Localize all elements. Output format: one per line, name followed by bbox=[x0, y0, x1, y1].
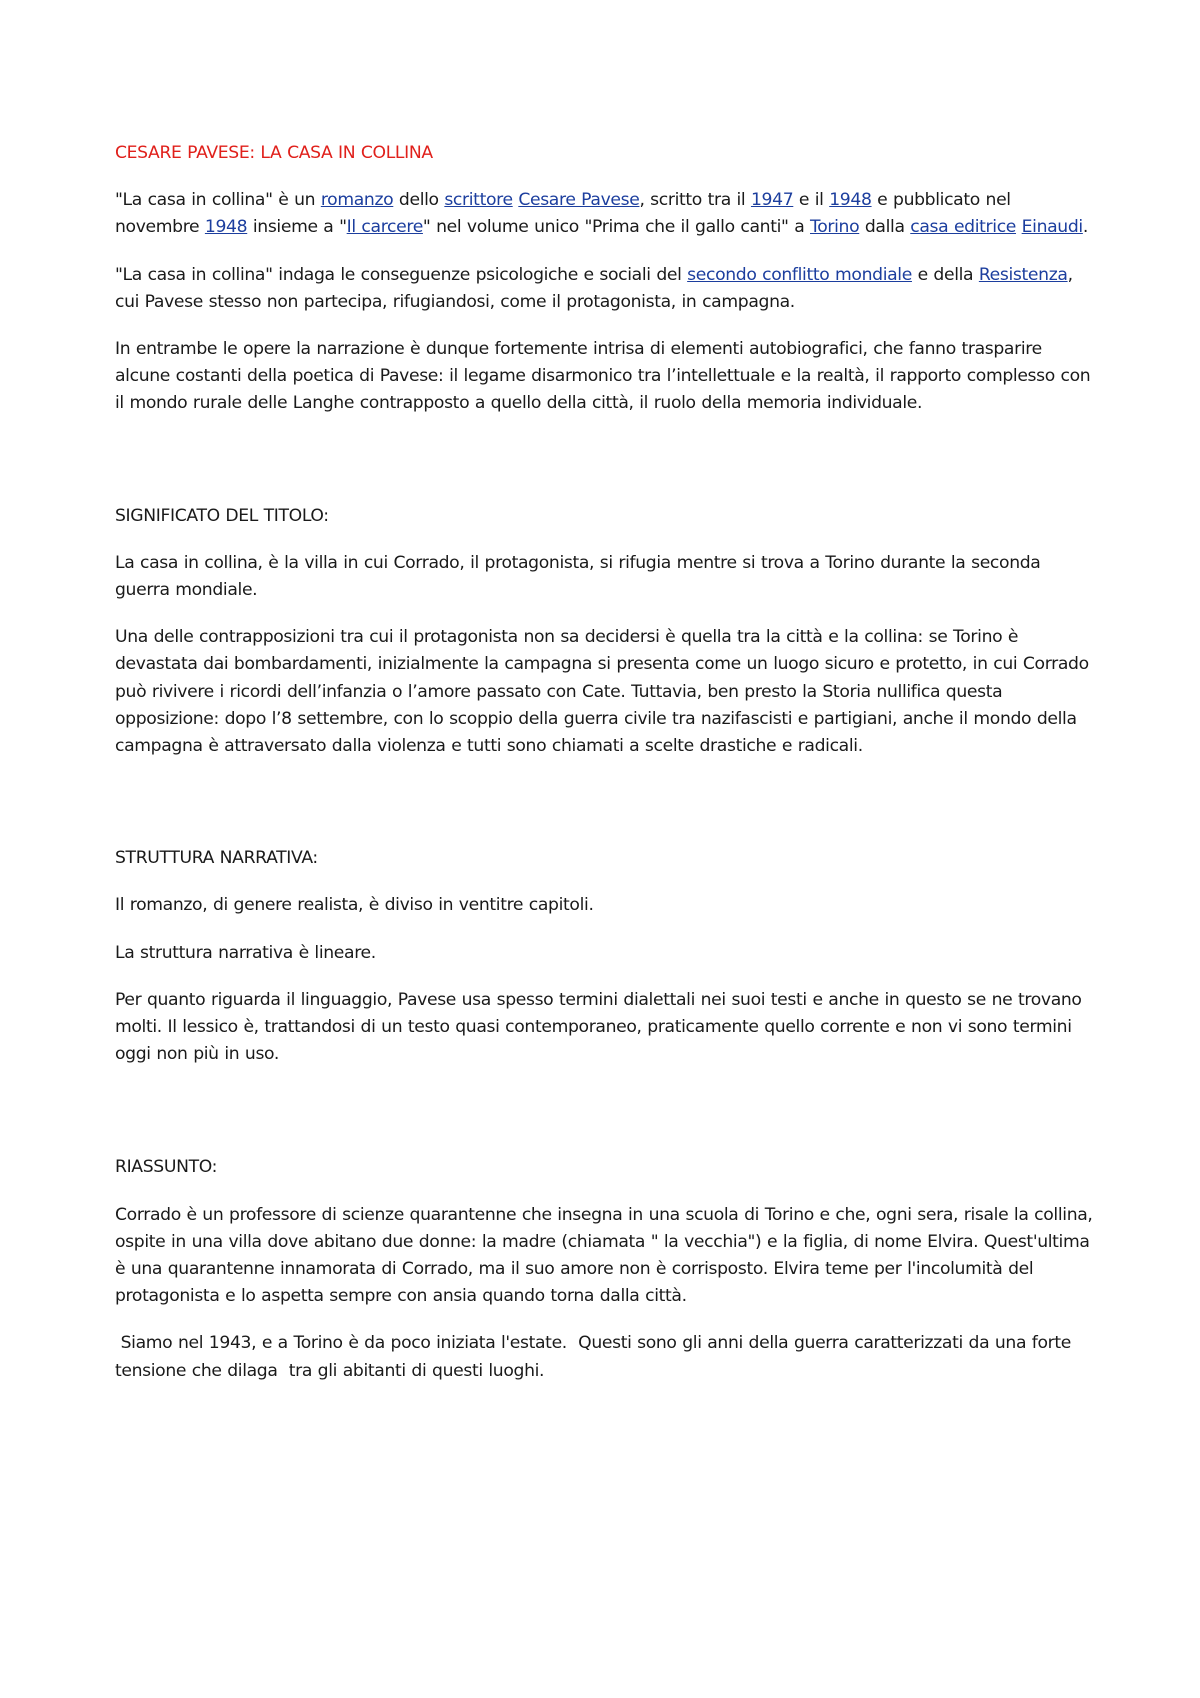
struttura-paragraph-2: La struttura narrativa è lineare. bbox=[115, 942, 376, 963]
text-run: . bbox=[1082, 217, 1088, 238]
link-secondo-conflitto-mondiale[interactable]: secondo conflitto mondiale bbox=[687, 264, 912, 285]
text-run: "La casa in collina" è un bbox=[115, 190, 321, 211]
link-il-carcere[interactable]: Il carcere bbox=[346, 217, 423, 238]
section-heading-struttura: STRUTTURA NARRATIVA: bbox=[115, 848, 318, 869]
section-heading-significato: SIGNIFICATO DEL TITOLO: bbox=[115, 505, 329, 526]
text-run: , cui Pavese stesso non partecipa, rifugiandosi, come il protagonista, in campagna. bbox=[115, 264, 1073, 312]
text-run: e pubblicato nel novembre bbox=[115, 190, 1011, 238]
text-run: dalla bbox=[859, 217, 911, 238]
document-page bbox=[115, 140, 1095, 1405]
struttura-paragraph-1: Il romanzo, di genere realista, è diviso in ventitre capitoli. bbox=[115, 895, 594, 916]
link-scrittore[interactable]: scrittore bbox=[444, 190, 513, 211]
link-casa-editrice[interactable]: casa editrice bbox=[910, 217, 1017, 238]
text-run: " nel volume unico "Prima che il gallo canti" a bbox=[422, 217, 810, 238]
text-run: "La casa in collina" indaga le conseguenze psicologiche e sociali del bbox=[115, 264, 688, 285]
link-1948[interactable]: 1948 bbox=[829, 190, 872, 211]
significato-paragraph-2: Una delle contrapposizioni tra cui il protagonista non sa decidersi è quella tra la città e la collina: se Torino è devastata dai bombardamenti, inizialmente la campagna si presenta come un luogo sicuro e protetto, in cui Corrado può rivivere i ricordi dell’infanzia o l’amore passato con Cate. Tuttavia, ben presto la Storia nullifica questa opposizione: dopo l’8 settembre, con lo scoppio della guerra civile tra nazifascisti e partigiani, anche il mondo della campagna è attraversato dalla violenza e tutti sono chiamati a scelte drastiche e radicali. bbox=[115, 627, 1089, 757]
document-title: CESARE PAVESE: LA CASA IN COLLINA bbox=[115, 143, 433, 163]
significato-paragraph-1: La casa in collina, è la villa in cui Corrado, il protagonista, si rifugia mentre si trova a Torino durante la seconda guerra mondiale. bbox=[115, 552, 1041, 601]
intro-paragraph bbox=[115, 187, 1095, 241]
link-cesare-pavese[interactable]: Cesare Pavese bbox=[518, 190, 640, 211]
text-run: , scritto tra il bbox=[639, 190, 751, 211]
link-torino[interactable]: Torino bbox=[810, 217, 860, 238]
link-1947[interactable]: 1947 bbox=[750, 190, 794, 211]
text-run: e della bbox=[911, 264, 979, 285]
link-resistenza[interactable]: Resistenza bbox=[978, 264, 1068, 285]
riassunto-paragraph-2: Siamo nel 1943, e a Torino è da poco iniziata l'estate. Questi sono gli anni della guerra caratterizzati da una forte tensione che dilaga tra gli abitanti di questi luoghi. bbox=[115, 1333, 1077, 1381]
text-run: dello bbox=[393, 190, 445, 211]
link-1948-november[interactable]: 1948 bbox=[204, 217, 248, 238]
struttura-paragraph-3: Per quanto riguarda il linguaggio, Pavese usa spesso termini dialettali nei suoi testi e anche in questo se ne trovano molti. Il lessico è, trattandosi di un testo quasi contemporaneo, praticamente quello corrente e non vi sono termini oggi non più in uso. bbox=[115, 989, 1082, 1065]
section-heading-riassunto: RIASSUNTO: bbox=[115, 1157, 218, 1178]
autobiographical-paragraph: In entrambe le opere la narrazione è dunque fortemente intrisa di elementi autobiografici, che fanno trasparire alcune costanti della poetica di Pavese: il legame disarmonico tra l’intellettuale e la realtà, il rapporto complesso con il mondo rurale delle Langhe contrapposto a quello della città, il ruolo della memoria individuale. bbox=[115, 339, 1091, 414]
text-run: e il bbox=[793, 190, 830, 211]
context-paragraph bbox=[115, 262, 1095, 316]
spacer bbox=[115, 438, 1095, 503]
link-einaudi[interactable]: Einaudi bbox=[1021, 217, 1083, 238]
link-romanzo[interactable]: romanzo bbox=[320, 190, 394, 211]
spacer bbox=[115, 780, 1095, 845]
spacer bbox=[115, 1088, 1095, 1154]
text-run: insieme a " bbox=[247, 217, 347, 238]
riassunto-paragraph-1: Corrado è un professore di scienze quarantenne che insegna in una scuola di Torino e che, ogni sera, risale la collina, ospite in una villa dove abitano due donne: la madre (chiamata " la vecchia") e la figlia, di nome Elvira. Quest'ultima è una quarantenne innamorata di Corrado, ma il suo amore non è corrisposto. Elvira teme per l'incolumità del protagonista e lo aspetta sempre con ansia quando torna dalla città. bbox=[115, 1204, 1093, 1307]
